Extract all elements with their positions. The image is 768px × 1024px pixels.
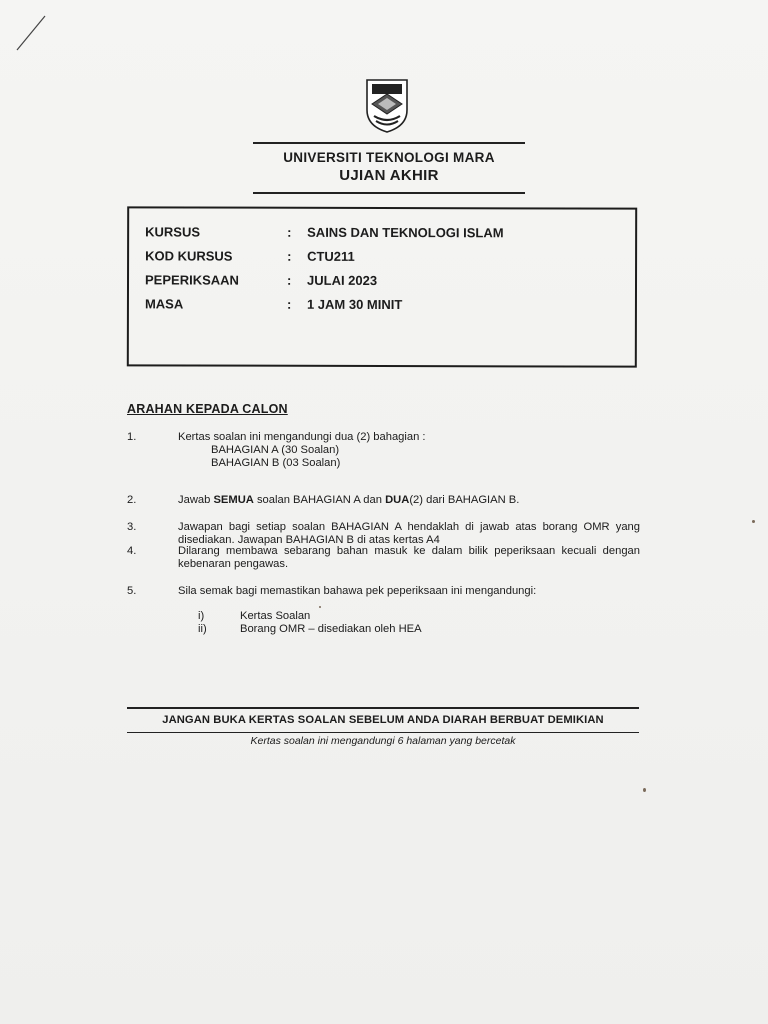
item-text-part: (2) dari BAHAGIAN B.	[409, 494, 520, 506]
info-colon: :	[287, 248, 292, 264]
footer-bottom-rule	[127, 732, 639, 733]
pack-item-text: Borang OMR – disediakan oleh HEA	[240, 623, 422, 635]
info-row-course-code	[145, 248, 625, 267]
info-colon: :	[287, 224, 292, 240]
university-name: UNIVERSITI TEKNOLOGI MARA	[283, 150, 495, 165]
item-text: Dilarang membawa sebarang bahan masuk ke dalam bilik peperiksaan kecuali dengan kebenaran pengawas.	[178, 545, 640, 570]
item-number: 4.	[127, 545, 137, 557]
pen-stroke-mark	[14, 12, 54, 56]
info-colon: :	[286, 272, 292, 288]
pack-item-number: i)	[198, 610, 205, 622]
info-value: CTU211	[307, 248, 355, 264]
info-row-exam	[145, 272, 625, 291]
header-top-rule	[253, 142, 525, 144]
info-colon: :	[286, 296, 292, 312]
instructions-heading: ARAHAN KEPADA CALON	[127, 402, 288, 416]
pack-item-text: Kertas Soalan	[240, 610, 311, 622]
item-text	[178, 494, 640, 507]
do-not-open-warning: JANGAN BUKA KERTAS SOALAN SEBELUM ANDA DIARAH BERBUAT DEMIKIAN	[162, 714, 604, 726]
info-value: JULAI 2023	[306, 272, 378, 288]
info-value: 1 JAM 30 MINIT	[306, 296, 403, 313]
item-text: Kertas soalan ini mengandungi dua (2) bahagian :	[178, 431, 426, 443]
info-value: SAINS DAN TEKNOLOGI ISLAM	[307, 224, 504, 241]
item-text: Sila semak bagi memastikan bahawa pek peperiksaan ini mengandungi:	[178, 585, 537, 597]
item-number: 1.	[127, 431, 137, 443]
item-text-part: Jawab	[178, 494, 214, 506]
course-info-box	[127, 206, 637, 367]
info-label: MASA	[144, 296, 184, 312]
exam-type-title: UJIAN AKHIR	[339, 167, 439, 184]
item-sub-part-a: BAHAGIAN A (30 Soalan)	[211, 444, 340, 456]
item-number: 3.	[127, 521, 137, 533]
item-text-emphasis: SEMUA	[213, 494, 254, 506]
info-label: PEPERIKSAAN	[144, 272, 239, 288]
info-row-course	[145, 224, 625, 243]
item-text-emphasis: DUA	[385, 494, 410, 506]
scan-speck	[752, 520, 755, 523]
scan-speck	[643, 788, 646, 792]
pack-item-number: ii)	[198, 623, 207, 635]
item-text-part: soalan BAHAGIAN A dan	[253, 494, 386, 506]
item-text: Jawapan bagi setiap soalan BAHAGIAN A hendaklah di jawab atas borang OMR yang disediakan. Jawapan BAHAGIAN B di atas kertas A4	[178, 521, 640, 546]
item-number: 5.	[127, 585, 137, 597]
footer-top-rule	[127, 707, 639, 709]
header-bottom-rule	[253, 192, 525, 194]
info-label: KURSUS	[145, 224, 201, 240]
info-label: KOD KURSUS	[145, 248, 233, 264]
scan-speck	[319, 606, 321, 608]
university-crest-icon	[364, 76, 410, 134]
info-row-duration	[145, 296, 625, 315]
page-count-note: Kertas soalan ini mengandungi 6 halaman yang bercetak	[250, 735, 516, 747]
item-sub-part-b: BAHAGIAN B (03 Soalan)	[211, 457, 341, 469]
item-number: 2.	[127, 494, 137, 506]
